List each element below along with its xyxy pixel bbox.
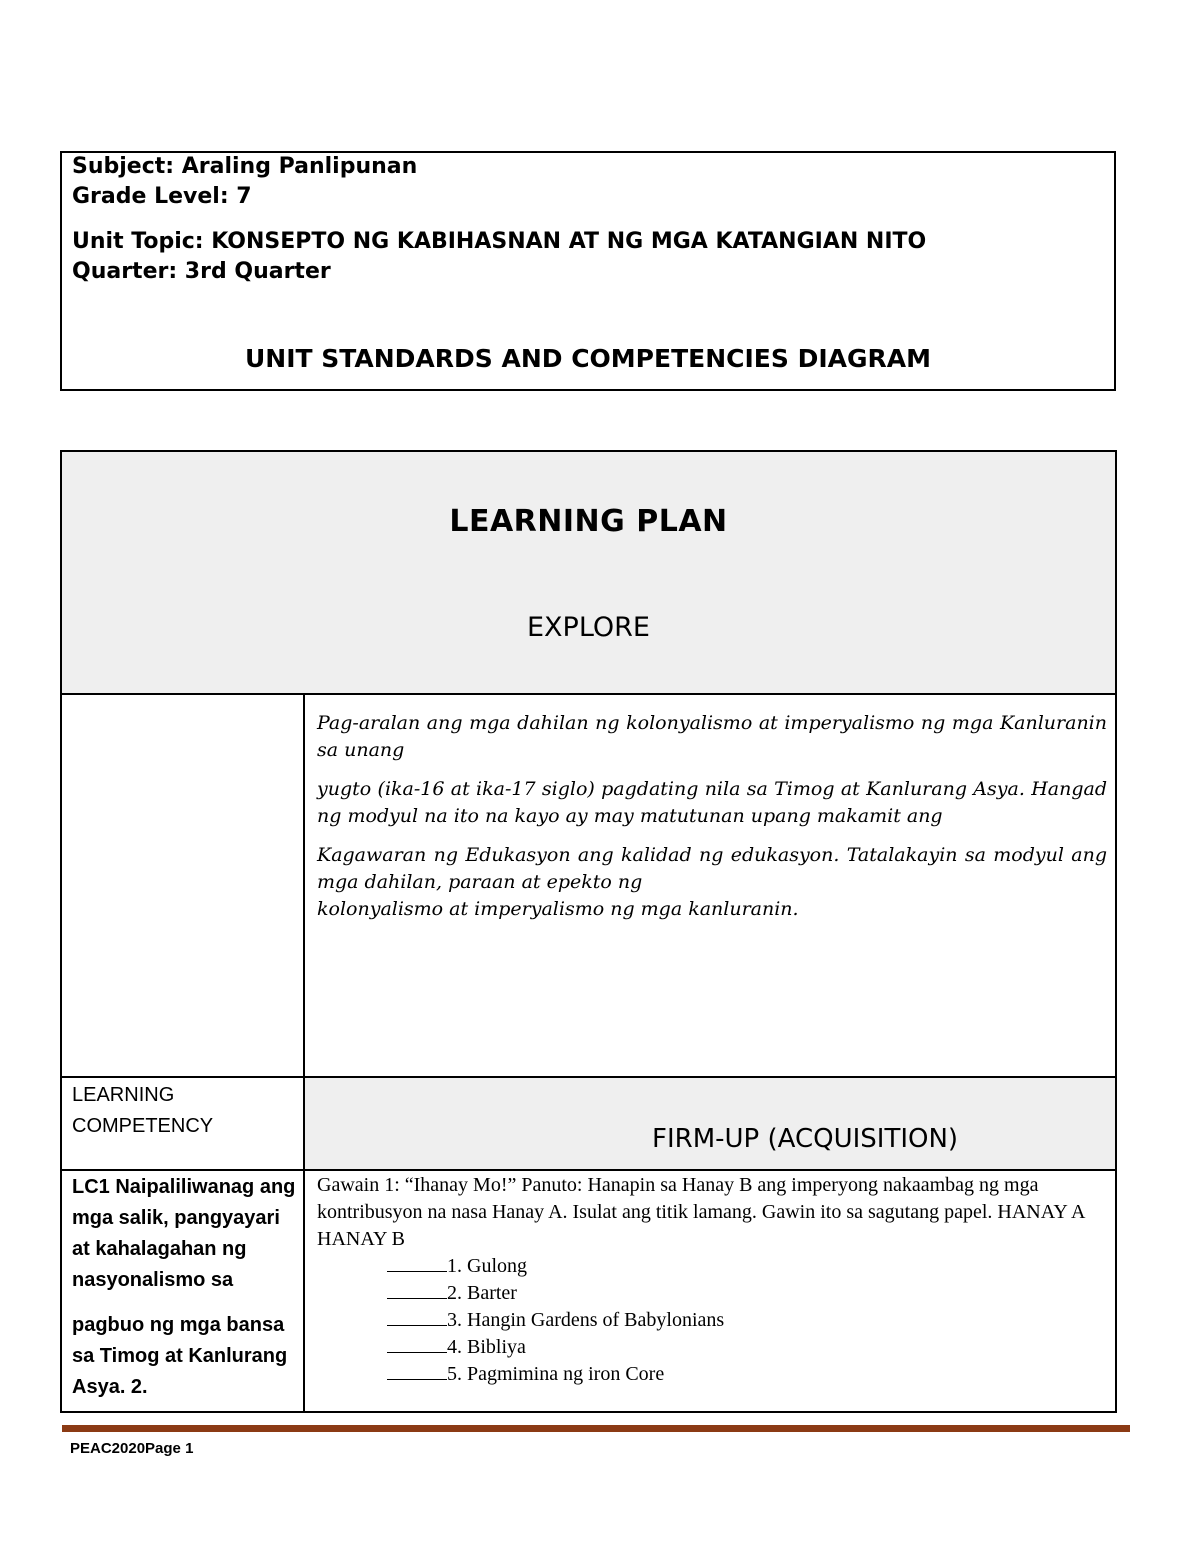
list-item (387, 1307, 1107, 1334)
column-divider (303, 693, 305, 1411)
list-item (387, 1334, 1107, 1361)
explore-paragraph: Kagawaran ng Edukasyon ang kalidad ng edukasyon. Tatalakayin sa modyul ang mga dahilan, paraan at epekto ng (317, 844, 1107, 893)
list-item (387, 1361, 1107, 1388)
item-text: 3. Hangin Gardens of Babylonians (447, 1309, 725, 1331)
learning-competency-label: LEARNING COMPETENCY (72, 1084, 214, 1137)
learning-plan-table (60, 450, 1117, 1413)
subject-line: Subject: Araling Panlipunan (72, 154, 418, 179)
learning-plan-title: LEARNING PLAN (449, 504, 728, 539)
item-text: 2. Barter (447, 1282, 517, 1304)
footer-rule (62, 1425, 1130, 1432)
grade-level-line: Grade Level: 7 (72, 184, 252, 209)
explore-paragraph: yugto (ika-16 at ika-17 siglo) pagdating nila sa Timog at Kanlurang Asya. Hangad ng modyul na ito na kayo ay may matutunan upang makamit ang (317, 778, 1107, 827)
item-text: 5. Pagmimina ng iron Core (447, 1363, 665, 1385)
explore-text (317, 710, 1107, 935)
explore-paragraph: kolonyalismo at imperyalismo ng mga kanluranin. (317, 898, 799, 920)
diagram-title: UNIT STANDARDS AND COMPETENCIES DIAGRAM (245, 344, 931, 373)
row-divider (62, 693, 1115, 695)
gawain-instructions: Gawain 1: “Ihanay Mo!” Panuto: Hanapin sa Hanay B ang imperyong nakaambag ng mga kontribusyon na nasa Hanay A. Isulat ang titik lamang. Gawin ito sa sagutang papel. HANAY A HANAY B (317, 1174, 1085, 1250)
row-divider (62, 1076, 1115, 1078)
lc1-text: pagbuo ng mga bansa sa Timog at Kanlurang Asya. 2. (72, 1314, 288, 1398)
quarter-line: Quarter: 3rd Quarter (72, 259, 331, 284)
lc1-competency (72, 1172, 300, 1417)
explore-heading: EXPLORE (527, 612, 650, 643)
gawain-activity (317, 1172, 1107, 1388)
firmup-heading: FIRM-UP (ACQUISITION) (652, 1124, 959, 1154)
learning-plan-header-cell (62, 452, 1115, 693)
answer-blank (387, 1334, 447, 1353)
header-box (60, 151, 1116, 391)
item-text: 4. Bibliya (447, 1336, 526, 1358)
item-text: 1. Gulong (447, 1255, 527, 1277)
unit-topic-line: Unit Topic: KONSEPTO NG KABIHASNAN AT NG MGA KATANGIAN NITO (72, 229, 927, 254)
row-divider (62, 1169, 1115, 1171)
answer-blank (387, 1253, 447, 1272)
matching-items (317, 1253, 1107, 1388)
answer-blank (387, 1361, 447, 1380)
answer-blank (387, 1307, 447, 1326)
list-item (387, 1280, 1107, 1307)
lc1-text: LC1 Naipaliliwanag ang mga salik, pangyayari at kahalagahan ng nasyonalismo sa (72, 1176, 296, 1291)
answer-blank (387, 1280, 447, 1299)
list-item (387, 1253, 1107, 1280)
explore-paragraph: Pag-aralan ang mga dahilan ng kolonyalismo at imperyalismo ng mga Kanluranin sa unang (317, 712, 1107, 761)
footer-page-label: PEAC2020Page 1 (70, 1440, 194, 1457)
